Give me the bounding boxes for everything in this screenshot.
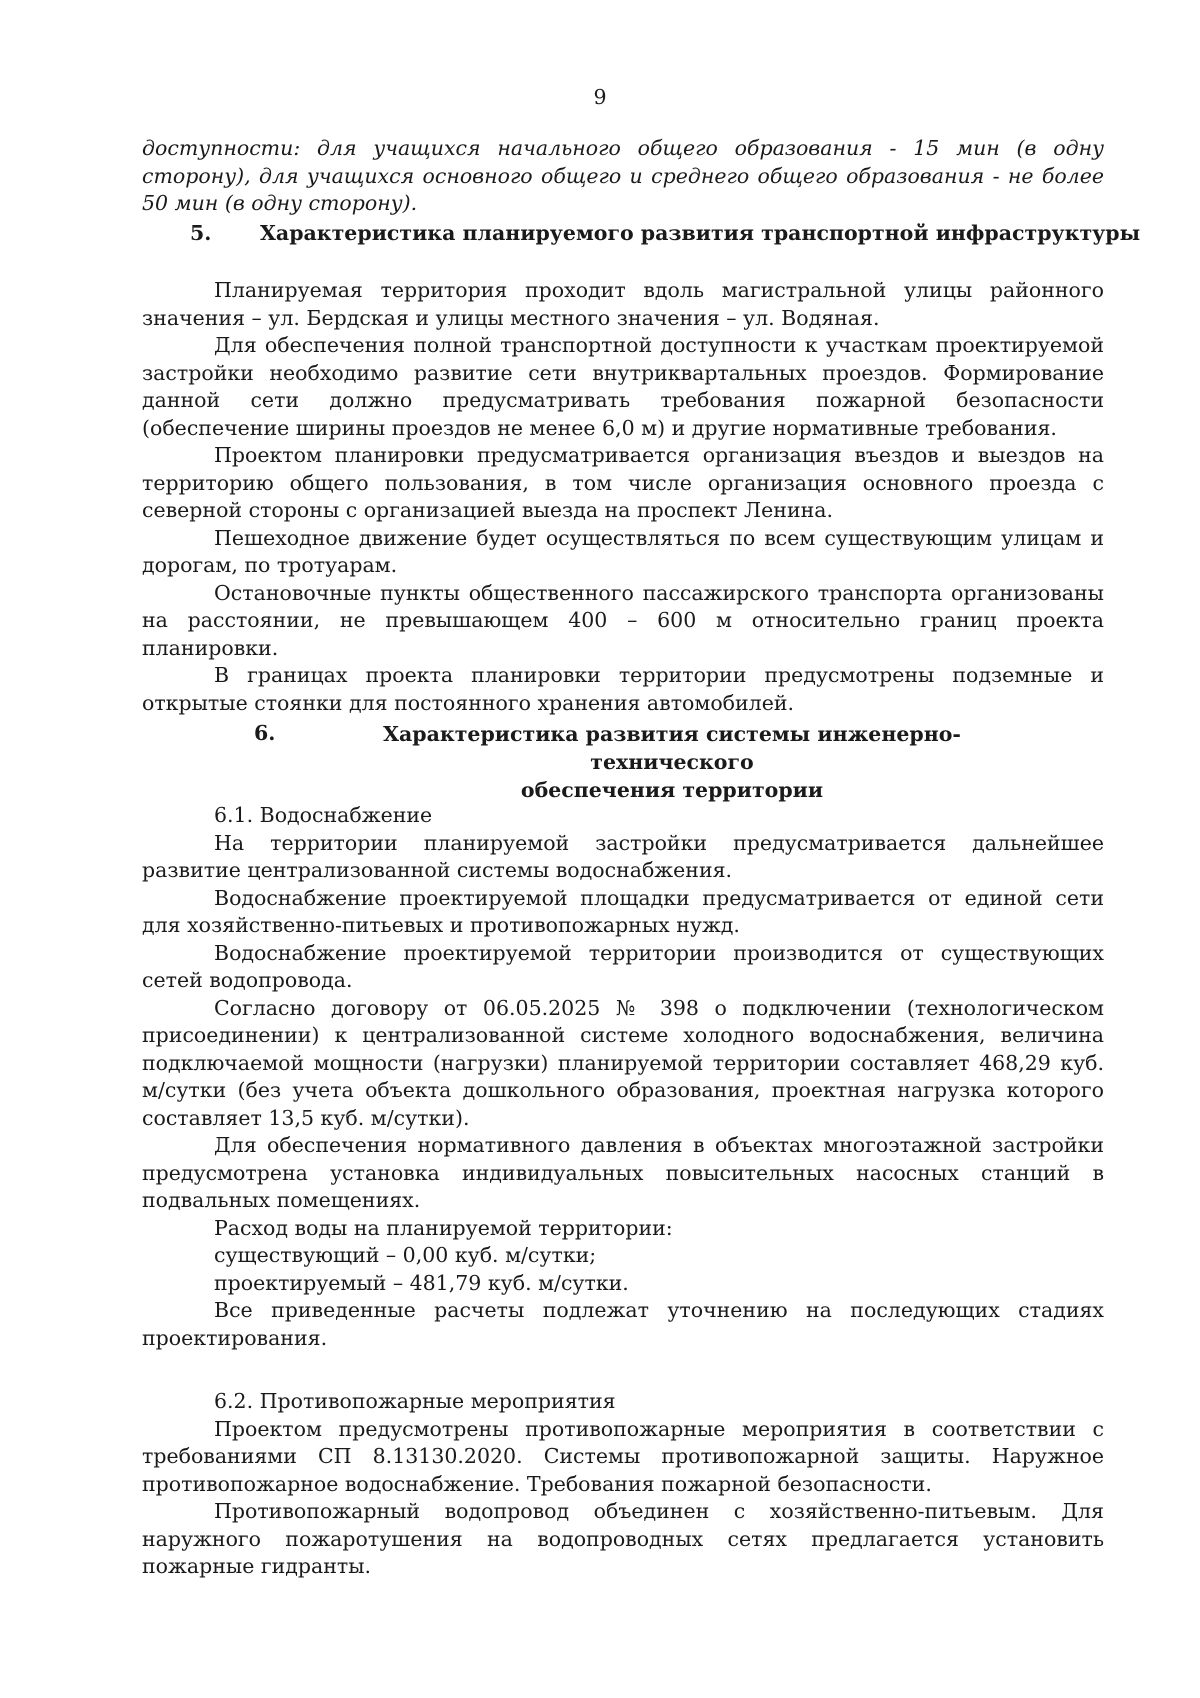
paragraph: В границах проекта планировки территории предусмотрены подземные и открытые стоянки для постоянного хранения автомобилей. — [142, 663, 1104, 715]
section-6-title-line-1: Характеристика развития системы инженерно-технического — [383, 722, 961, 774]
section-5-body — [142, 277, 1104, 717]
paragraph: Расход воды на планируемой территории: — [214, 1215, 673, 1240]
paragraph: Водоснабжение проектируемой площадки предусматривается от единой сети для хозяйственно-питьевых и противопожарных нужд. — [142, 885, 1104, 937]
paragraph: Проектом предусмотрены противопожарные мероприятия в соответствии с требованиями СП 8.13130.2020. Системы противопожарной защиты. Наружное противопожарное водоснабжение. Требования пожарной безопасности. — [142, 1416, 1104, 1496]
paragraph: Для обеспечения полной транспортной доступности к участкам проектируемой застройки необходимо развитие сети внутриквартальных проездов. Формирование данной сети должно предусматривать требования пожарной безопасности (обеспечение ширины проездов не менее 6,0 м) и другие нормативные требования. — [142, 333, 1104, 440]
section-6-title-line-2: обеспечения территории — [520, 778, 824, 802]
paragraph: Для обеспечения нормативного давления в объектах многоэтажной застройки предусмотрена установка индивидуальных повысительных насосных станций в подвальных помещениях. — [142, 1133, 1104, 1212]
paragraph: Планируемая территория проходит вдоль магистральной улицы районного значения – ул. Бердская и улицы местного значения – ул. Водяная. — [142, 278, 1104, 330]
section-6-2-body — [142, 1388, 1104, 1581]
page-number: 9 — [593, 85, 607, 109]
subsection-6-2-heading: 6.2. Противопожарные мероприятия — [214, 1389, 616, 1413]
paragraph: Водоснабжение проектируемой территории производится от существующих сетей водопровода. — [142, 940, 1104, 992]
section-6-title — [322, 720, 1022, 804]
intro-text: доступности: для учащихся начального общего образования - 15 мин (в одну сторону), для учащихся основного общего и среднего общего образования - не более 50 мин (в одну сторону). — [142, 136, 1104, 215]
paragraph: Проектом планировки предусматривается организация въездов и выездов на территорию общего пользования, в том числе организация основного проезда с северной стороны с организацией выезда на проспект Ленина. — [142, 443, 1104, 522]
paragraph: На территории планируемой застройки предусматривается дальнейшее развитие централизованной системы водоснабжения. — [142, 830, 1104, 882]
paragraph: Противопожарный водопровод объединен с хозяйственно-питьевым. Для наружного пожаротушения на водопроводных сетях предлагается установить пожарные гидранты. — [142, 1499, 1104, 1578]
section-6-number: 6. — [254, 721, 276, 745]
paragraph: Пешеходное движение будет осуществляться по всем существующим улицам и дорогам, по тротуарам. — [142, 525, 1104, 577]
paragraph: существующий – 0,00 куб. м/сутки; — [214, 1243, 597, 1267]
intro-paragraph — [142, 135, 1104, 218]
section-5-title: Характеристика планируемого развития транспортной инфраструктуры — [260, 221, 1141, 245]
subsection-6-1-heading: 6.1. Водоснабжение — [214, 803, 433, 827]
section-5-number: 5. — [190, 221, 212, 245]
paragraph: Согласно договору от 06.05.2025 № 398 о подключении (технологическом присоединении) к централизованной системе холодного водоснабжения, величина подключаемой мощности (нагрузки) планируемой территории составляет 468,29 куб. м/сутки (без учета объекта дошкольного образования, проектная нагрузка которого составляет 13,5 куб. м/сутки). — [142, 995, 1104, 1130]
paragraph: Остановочные пункты общественного пассажирского транспорта организованы на расстоянии, не превышающем 400 – 600 м относительно границ проекта планировки. — [142, 580, 1104, 660]
section-6-1-body — [142, 802, 1104, 1352]
paragraph: проектируемый – 481,79 куб. м/сутки. — [214, 1270, 629, 1295]
paragraph: Все приведенные расчеты подлежат уточнению на последующих стадиях проектирования. — [142, 1298, 1104, 1350]
